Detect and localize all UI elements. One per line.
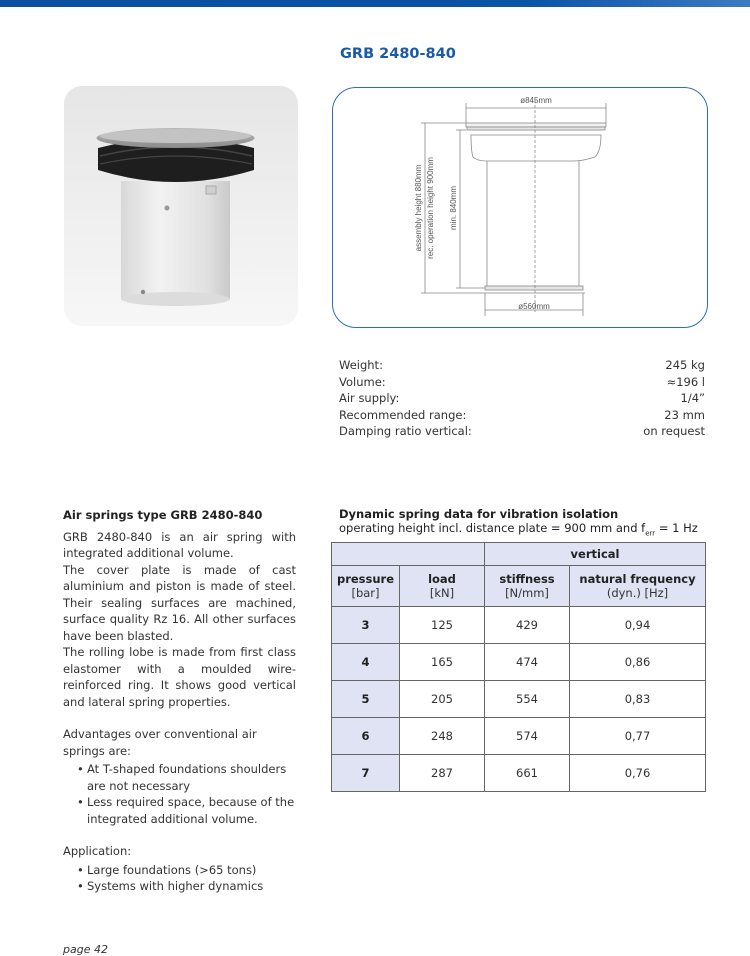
list-item: • Systems with higher dynamics — [63, 878, 296, 895]
description-paragraph: The rolling lobe is made from first class elastomer with a moulded wire-reinforced ring. It shows good vertical and lateral spring properties. — [63, 645, 296, 709]
description-section — [63, 507, 296, 895]
subtitle-subscript: err — [645, 529, 656, 538]
spec-label: Volume: — [339, 374, 386, 389]
spec-value: on request — [643, 424, 705, 438]
table-subtitle — [339, 521, 698, 540]
spec-row-volume — [339, 374, 705, 391]
operation-height-label: rec. operation height 900mm — [426, 157, 435, 259]
table-row — [332, 607, 706, 644]
column-header-natural-frequency: natural frequency (dyn.) [Hz] — [570, 566, 706, 607]
air-spring-illustration — [64, 86, 298, 326]
page-number: page 42 — [63, 943, 108, 956]
cell-load: 287 — [400, 755, 485, 792]
list-item: • Large foundations (>65 tons) — [63, 862, 296, 879]
top-color-bar — [0, 0, 750, 7]
table-title: Dynamic spring data for vibration isolation — [339, 507, 619, 521]
spec-value: 23 mm — [664, 407, 705, 422]
spec-label: Air supply: — [339, 391, 400, 405]
spec-label: Recommended range: — [339, 407, 467, 422]
application-list — [63, 862, 296, 895]
spec-row-damping-ratio — [339, 423, 705, 440]
cell-stiffness: 429 — [485, 607, 570, 644]
cell-stiffness: 661 — [485, 755, 570, 792]
dimension-drawing — [333, 88, 707, 327]
cell-frequency: 0,86 — [570, 644, 706, 681]
list-item: • At T-shaped foundations shoulders are not necessary — [63, 761, 296, 794]
table-caption — [339, 507, 698, 540]
cell-frequency: 0,76 — [570, 755, 706, 792]
column-header-stiffness: stiffness [N/mm] — [485, 566, 570, 607]
cell-frequency: 0,94 — [570, 607, 706, 644]
cell-frequency: 0,77 — [570, 718, 706, 755]
cell-pressure: 6 — [332, 718, 400, 755]
cell-pressure: 4 — [332, 644, 400, 681]
cell-stiffness: 474 — [485, 644, 570, 681]
cell-load: 165 — [400, 644, 485, 681]
spec-row-recommended-range — [339, 407, 705, 424]
cell-load: 205 — [400, 681, 485, 718]
list-item: • Less required space, because of the integrated additional volume. — [63, 794, 296, 827]
cell-load: 125 — [400, 607, 485, 644]
cell-load: 248 — [400, 718, 485, 755]
table-row — [332, 644, 706, 681]
cell-pressure: 5 — [332, 681, 400, 718]
min-height-label: min. 840mm — [449, 185, 458, 231]
assembly-height-label: assembly height 880mm — [414, 164, 423, 252]
description-paragraph: GRB 2480-840 is an air spring with integrated additional volume. — [63, 529, 296, 560]
product-photo — [64, 86, 298, 326]
subtitle-text: operating height incl. distance plate = 900 mm and f — [339, 521, 646, 535]
empty-header-cell — [332, 543, 485, 566]
description-heading: Air springs type GRB 2480-840 — [63, 508, 263, 522]
table-row — [332, 718, 706, 755]
cell-frequency: 0,83 — [570, 681, 706, 718]
spec-value: 1/4” — [680, 391, 705, 405]
spec-value: 245 kg — [665, 358, 705, 372]
top-diameter-label: ø845mm — [520, 96, 552, 105]
advantages-heading: Advantages over conventional air springs are: — [63, 727, 257, 758]
spec-label: Damping ratio vertical: — [339, 424, 472, 438]
spec-row-weight — [339, 357, 705, 374]
cell-pressure: 3 — [332, 607, 400, 644]
spec-value: ≈196 l — [666, 374, 705, 389]
column-header-load: load [kN] — [400, 566, 485, 607]
column-header-pressure: pressure [bar] — [332, 566, 400, 607]
application-heading: Application: — [63, 844, 132, 858]
spec-row-air-supply — [339, 390, 705, 407]
technical-drawing — [332, 87, 708, 328]
advantages-list — [63, 761, 296, 827]
subtitle-text-end: = 1 Hz — [655, 521, 698, 535]
table-row — [332, 681, 706, 718]
page-title: GRB 2480-840 — [340, 46, 456, 62]
spec-label: Weight: — [339, 358, 383, 372]
cell-pressure: 7 — [332, 755, 400, 792]
bottom-diameter-label: ø560mm — [518, 302, 550, 311]
description-paragraph: The cover plate is made of cast aluminium and piston is made of steel. Their sealing surfaces are machined, surface quality Rz 16. All other surfaces have been blasted. — [63, 562, 296, 643]
cell-stiffness: 554 — [485, 681, 570, 718]
cell-stiffness: 574 — [485, 718, 570, 755]
table-row — [332, 755, 706, 792]
group-header-vertical: vertical — [485, 543, 706, 566]
spring-data-table — [331, 542, 706, 792]
spec-list — [339, 357, 705, 440]
